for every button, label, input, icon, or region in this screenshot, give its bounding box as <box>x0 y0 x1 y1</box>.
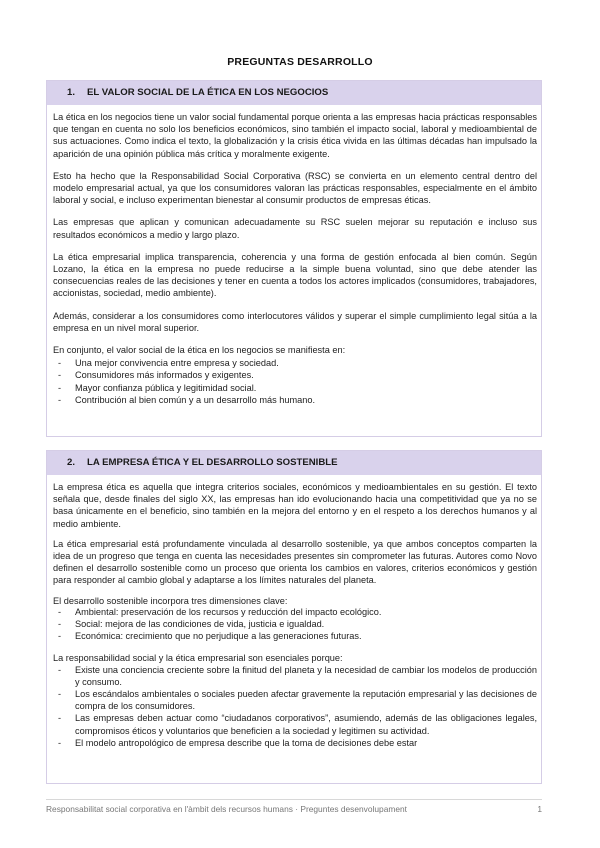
section-2 <box>46 450 542 784</box>
list-item: - Ambiental: preservación de los recursos y reducción del impacto ecológico. <box>58 606 382 617</box>
list-item: - Social: mejora de las condiciones de vida, justicia e igualdad. <box>58 619 325 630</box>
page-footer <box>46 799 542 814</box>
list-item: - El modelo antropológico de empresa describe que la toma de decisiones debe estar <box>58 737 418 748</box>
section-1-body <box>47 105 541 406</box>
paragraph: La empresa ética es aquella que integra criterios sociales, económicos y medioambientales en su gestión. El texto señala que, desde finales del siglo XX, las empresas han ido evolucionando hacia una competitividad que ya no se basa únicamente en el beneficio, sino también en la mejora del entorno y en el respeto a los derechos humanos y al medio ambiente. <box>53 482 537 529</box>
bullet-marker: - <box>58 689 62 700</box>
bullet-list <box>53 664 537 749</box>
paragraph: La ética empresarial está profundamente vinculada al desarrollo sostenible, ya que ambos conceptos comparten la idea de un progreso que tenga en cuenta las necesidades presentes sin comprometer las futuras. Autores como Novo definen el desarrollo sostenible como un proceso que orienta los cambios en valores, criterios económicos y gestión para responder al cambio global y adaptarse a los límites naturales del planeta. <box>53 538 537 586</box>
paragraph: La responsabilidad social y la ética empresarial son esenciales porque: <box>53 653 343 664</box>
section-2-number: 2. <box>67 457 76 468</box>
bullet-marker: - <box>58 370 62 381</box>
list-item: - Consumidores más informados y exigentes. <box>58 370 254 381</box>
paragraph: En conjunto, el valor social de la ética en los negocios se manifiesta en: <box>53 345 346 356</box>
bullet-marker: - <box>58 713 62 724</box>
section-2-body <box>47 475 541 749</box>
section-1-header <box>47 81 541 105</box>
bullet-marker: - <box>58 664 62 675</box>
bullet-list <box>53 606 537 643</box>
list-item: - Los escándalos ambientales o sociales pueden afectar gravemente la reputación empresarial y las decisiones de compra de los consumidores. <box>58 689 537 712</box>
list-item: - Una mejor convivencia entre empresa y sociedad. <box>58 358 279 369</box>
bullet-marker: - <box>58 358 62 369</box>
paragraph: Además, considerar a los consumidores como interlocutores válidos y superar el simple cumplimiento legal sitúa a la empresa en un nivel moral superior. <box>53 310 537 333</box>
list-item: - Las empresas deben actuar como “ciudadanos corporativos”, asumiendo, además de las obligaciones legales, compromisos éticos y voluntarios que beneficien a la sociedad y legitimen su actividad. <box>58 713 537 736</box>
document-title: PREGUNTAS DESARROLLO <box>227 56 373 68</box>
bullet-marker: - <box>58 619 62 630</box>
section-1-title: EL VALOR SOCIAL DE LA ÉTICA EN LOS NEGOCIOS <box>87 87 329 98</box>
paragraph: La ética en los negocios tiene un valor social fundamental porque orienta a las empresas hacia prácticas responsables que tengan en cuenta no solo los beneficios económicos, sino también el impacto social, laboral y medioambiental de sus actuaciones. Como indica el texto, la globalización y la crisis ética vivida en las últimas décadas han impulsado la aparición de una opinión pública más crítica y moralmente exigente. <box>53 112 537 159</box>
bullet-list <box>53 357 537 406</box>
bullet-marker: - <box>58 382 62 393</box>
paragraph: La ética empresarial implica transparencia, coherencia y una forma de gestión enfocada al bien común. Según Lozano, la ética en la empresa no puede reducirse a la simple buena voluntad, sino que debe atender las consecuencias reales de las decisiones y tener en cuenta a todos los actores implicados (consumidores, trabajadores, accionistas, sociedad, medio ambiente). <box>53 251 537 299</box>
list-item: - Contribución al bien común y a un desarrollo más humano. <box>58 394 316 405</box>
section-2-title: LA EMPRESA ÉTICA Y EL DESARROLLO SOSTENIBLE <box>87 457 338 468</box>
paragraph: Las empresas que aplican y comunican adecuadamente su RSC suelen mejorar su reputación e incluso sus resultados económicos a medio y largo plazo. <box>53 217 537 240</box>
bullet-marker: - <box>58 394 62 405</box>
bullet-marker: - <box>58 631 62 642</box>
list-item: - Mayor confianza pública y legitimidad social. <box>58 382 257 393</box>
paragraph: Esto ha hecho que la Responsabilidad Social Corporativa (RSC) se convierta en un elemento central dentro del modelo empresarial actual, ya que los consumidores valoran las prácticas responsables, especialmente en el ámbito laboral y social, e incluso experimentan bienestar al consumir productos de empresas éticas. <box>53 170 537 206</box>
bullet-marker: - <box>58 737 62 748</box>
list-item: - Económica: crecimiento que no perjudique a las generaciones futuras. <box>58 631 362 642</box>
section-1-number: 1. <box>67 87 76 98</box>
bullet-marker: - <box>58 606 62 617</box>
list-item: - Existe una conciencia creciente sobre la finitud del planeta y la necesidad de cambiar los modelos de producción y consumo. <box>58 664 537 687</box>
section-1 <box>46 80 542 437</box>
section-2-header <box>47 451 541 475</box>
page-number: 1 <box>537 804 542 814</box>
footer-text: Responsabilitat social corporativa en l'àmbit dels recursos humans · Preguntes desenvolupament <box>46 804 407 814</box>
paragraph: El desarrollo sostenible incorpora tres dimensiones clave: <box>53 595 288 606</box>
